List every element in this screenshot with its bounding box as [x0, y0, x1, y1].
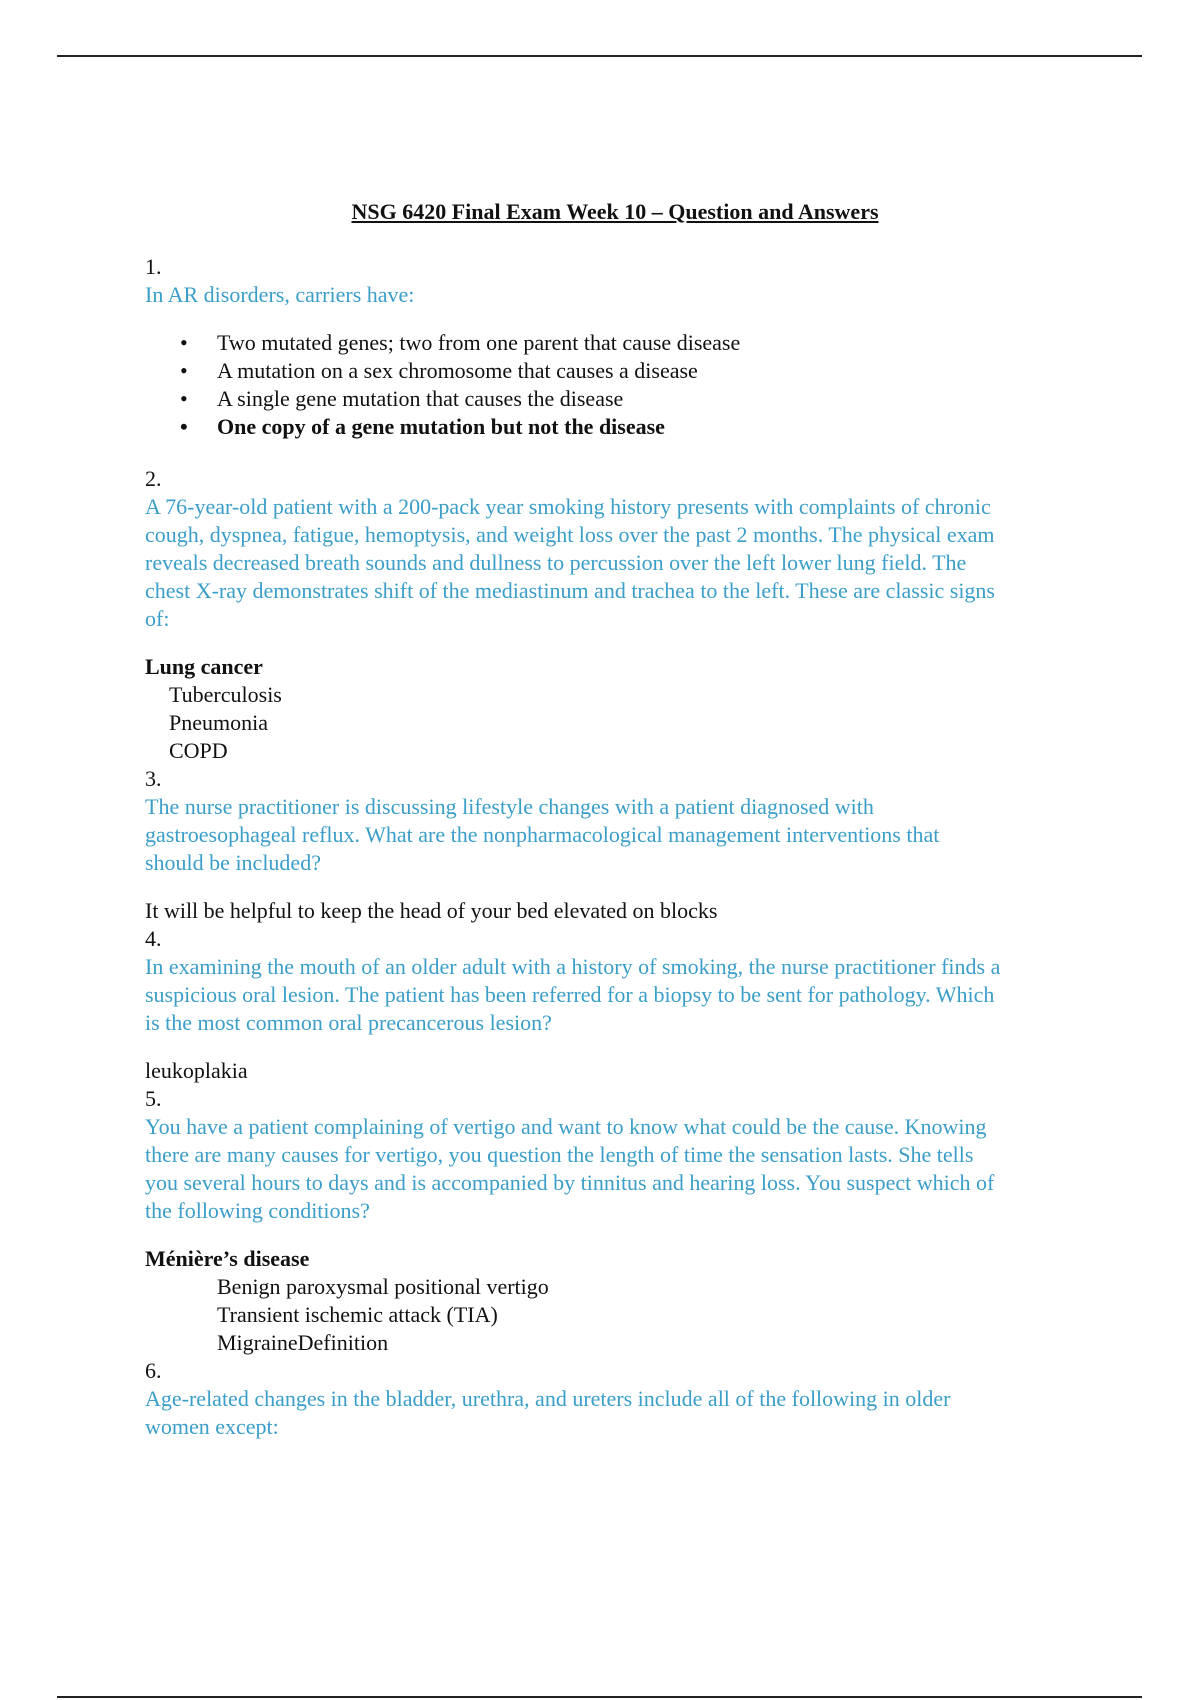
question-number: 2.	[145, 466, 162, 491]
question-text-line: cough, dyspnea, fatigue, hemoptysis, and weight loss over the past 2 months. The physical exam	[145, 522, 995, 547]
option-item	[145, 357, 1085, 385]
question-1	[145, 253, 1085, 441]
question-text-line: the following conditions?	[145, 1198, 370, 1223]
correct-answer: Lung cancer	[145, 654, 263, 679]
option-item	[145, 329, 1085, 357]
spacer	[145, 1225, 1085, 1245]
question-text-line: gastroesophageal reflux. What are the nonpharmacological management interventions that	[145, 822, 940, 847]
question-text-line: In examining the mouth of an older adult with a history of smoking, the nurse practitioner finds a	[145, 954, 1001, 979]
question-3	[145, 765, 1085, 925]
question-number: 1.	[145, 254, 162, 279]
question-text-line: Age-related changes in the bladder, urethra, and ureters include all of the following in older	[145, 1386, 951, 1411]
option-text: One copy of a gene mutation but not the disease	[217, 414, 665, 439]
question-5	[145, 1085, 1085, 1357]
question-text-line: You have a patient complaining of vertigo and want to know what could be the cause. Knowing	[145, 1114, 987, 1139]
bullet-icon: •	[180, 386, 188, 411]
option-text: A single gene mutation that causes the disease	[217, 386, 624, 411]
option-text: Transient ischemic attack (TIA)	[217, 1302, 498, 1327]
question-text-line: there are many causes for vertigo, you question the length of time the sensation lasts. She tells	[145, 1142, 974, 1167]
spacer	[145, 877, 1085, 897]
question-4	[145, 925, 1085, 1085]
correct-answer: Ménière’s disease	[145, 1246, 310, 1271]
option-item	[145, 385, 1085, 413]
option-text: Tuberculosis	[169, 682, 282, 707]
spacer	[145, 441, 1085, 465]
option-item-correct	[145, 413, 1085, 441]
question-text-line: A 76-year-old patient with a 200-pack year smoking history presents with complaints of chronic	[145, 494, 991, 519]
option-list	[145, 329, 1085, 441]
option-text: Benign paroxysmal positional vertigo	[217, 1274, 549, 1299]
question-text: In AR disorders, carriers have:	[145, 282, 415, 307]
document-title: NSG 6420 Final Exam Week 10 – Question and Answers	[351, 199, 879, 224]
bullet-icon: •	[180, 330, 188, 355]
question-text-line: you several hours to days and is accompanied by tinnitus and hearing loss. You suspect which of	[145, 1170, 995, 1195]
answer-text: leukoplakia	[145, 1058, 248, 1083]
question-number: 6.	[145, 1358, 162, 1383]
option-text: Two mutated genes; two from one parent that cause disease	[217, 330, 741, 355]
answer-text: It will be helpful to keep the head of your bed elevated on blocks	[145, 898, 718, 923]
bullet-icon: •	[180, 414, 188, 439]
question-text-line: of:	[145, 606, 170, 631]
question-text-line: chest X-ray demonstrates shift of the mediastinum and trachea to the left. These are classic signs	[145, 578, 995, 603]
option-text: A mutation on a sex chromosome that causes a disease	[217, 358, 698, 383]
spacer	[145, 1037, 1085, 1057]
question-number: 3.	[145, 766, 162, 791]
spacer	[145, 633, 1085, 653]
option-text: COPD	[169, 738, 228, 763]
option-text: MigraineDefinition	[217, 1330, 389, 1355]
document-body	[145, 198, 1085, 1441]
question-text-line: should be included?	[145, 850, 321, 875]
question-text-line: reveals decreased breath sounds and dullness to percussion over the left lower lung field. The	[145, 550, 967, 575]
header-rule	[57, 55, 1142, 57]
question-text-line: suspicious oral lesion. The patient has been referred for a biopsy to be sent for pathology. Which	[145, 982, 995, 1007]
question-text-line: is the most common oral precancerous lesion?	[145, 1010, 552, 1035]
question-2	[145, 465, 1085, 765]
question-text-line: women except:	[145, 1414, 279, 1439]
footer-rule	[57, 1696, 1142, 1698]
bullet-icon: •	[180, 358, 188, 383]
question-number: 5.	[145, 1086, 162, 1111]
question-6	[145, 1357, 1085, 1441]
question-number: 4.	[145, 926, 162, 951]
question-text-line: The nurse practitioner is discussing lifestyle changes with a patient diagnosed with	[145, 794, 874, 819]
option-text: Pneumonia	[169, 710, 268, 735]
